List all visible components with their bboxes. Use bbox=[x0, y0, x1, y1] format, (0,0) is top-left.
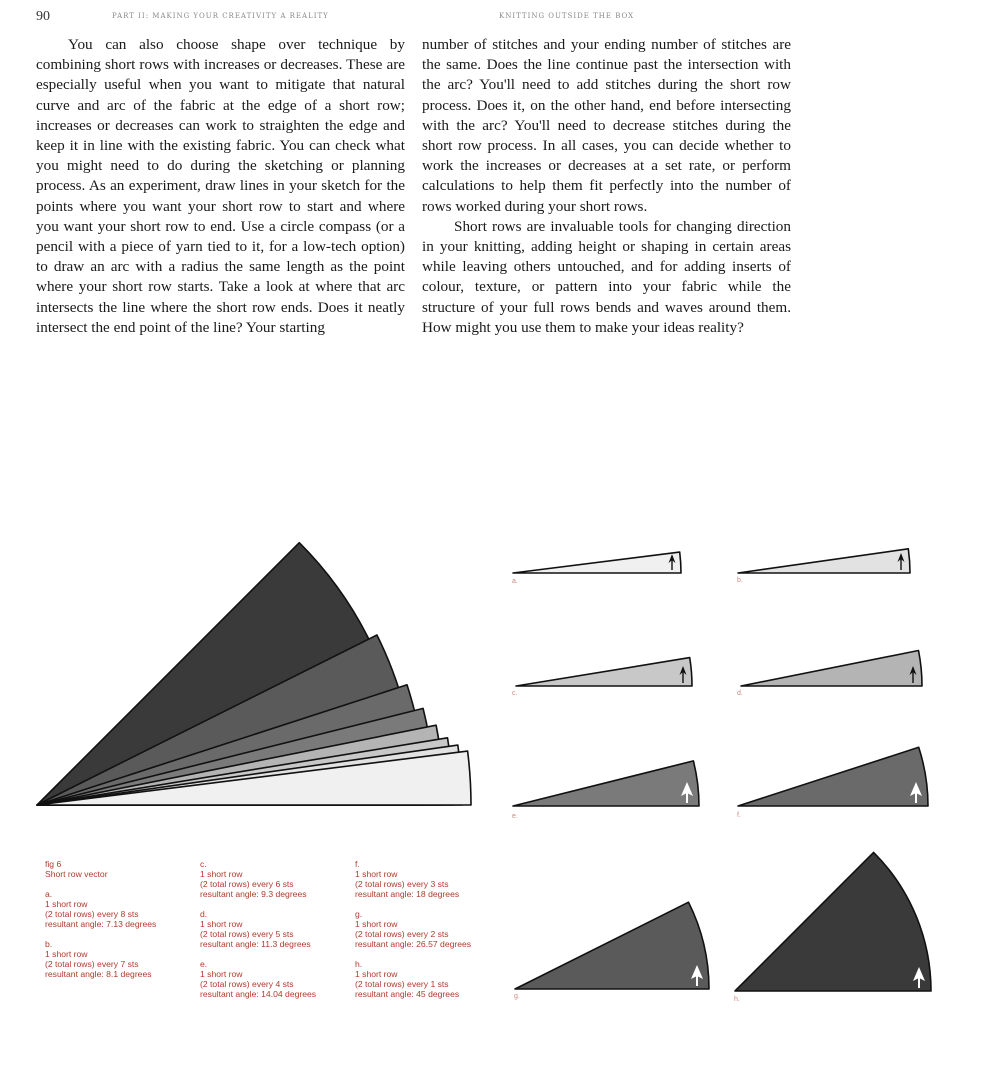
caption-f-letter: f. bbox=[355, 859, 360, 869]
figure-label: fig 6 bbox=[45, 859, 62, 869]
panel-wedge-f bbox=[738, 747, 928, 806]
right-paragraph-2: Short rows are invaluable tools for changing direction in your knitting, adding height or shaping in certain areas while leaving others untouched, and for adding inserts of colour, texture, or pattern into your fabric while the structure of your full rows bends and waves around them. How might you use them to make your ideas reality? bbox=[422, 217, 791, 336]
panel-wedge-d bbox=[741, 651, 922, 687]
caption-g-letter: g. bbox=[355, 909, 363, 919]
caption-a-line1: 1 short row bbox=[45, 899, 88, 909]
caption-h-line2: (2 total rows) every 1 sts bbox=[355, 979, 449, 989]
caption-b-line1: 1 short row bbox=[45, 949, 88, 959]
caption-a-line2: (2 total rows) every 8 sts bbox=[45, 909, 139, 919]
panel-label-f: f. bbox=[737, 812, 741, 819]
caption-b-line3: resultant angle: 8.1 degrees bbox=[45, 969, 152, 979]
caption-f-line1: 1 short row bbox=[355, 869, 398, 879]
right-paragraph-1: number of stitches and your ending number of stitches are the same. Does the line continue past the intersection with the arc? You'll need to add stitches during the short row process. Does it, on the other hand, end before intersecting with the arc? You'll need to decrease stitches during the short row process. In all cases, you can decide whether to work the increases or decreases at a set rate, or perform calculations to help them fit perfectly into the number of rows worked during your short rows. bbox=[422, 36, 791, 215]
caption-d-line1: 1 short row bbox=[200, 919, 243, 929]
panel-label-c: c. bbox=[512, 690, 518, 697]
running-head-left: PART II: MAKING YOUR CREATIVITY A REALITY bbox=[112, 12, 329, 20]
caption-g-line1: 1 short row bbox=[355, 919, 398, 929]
panel-wedge-g bbox=[515, 902, 709, 989]
caption-f-line3: resultant angle: 18 degrees bbox=[355, 889, 460, 899]
panel-label-e: e. bbox=[512, 813, 518, 820]
caption-h-line3: resultant angle: 45 degrees bbox=[355, 989, 460, 999]
caption-e-line1: 1 short row bbox=[200, 969, 243, 979]
caption-c-line2: (2 total rows) every 6 sts bbox=[200, 879, 294, 889]
running-head-right: KNITTING OUTSIDE THE BOX bbox=[499, 12, 635, 20]
figure-caption-col-1 bbox=[45, 859, 156, 979]
panel-wedge-b bbox=[738, 549, 910, 573]
left-paragraph: You can also choose shape over technique by combining short rows with increases or decreases. These are especially useful when you want to mitigate that natural curve and arc of the fabric at the edge of a short row; increases or decreases can work to straighten the edge and keep it in line with the existing fabric. You can check what you might need to do during the sketching or planning process. As an experiment, draw lines in your sketch for the points where you want your short row to start and where you want your short row to end. Use a circle compass (or a pencil with a piece of yarn tied to it, for a low-tech option) to draw an arc with a radius the same length as the point where your short row starts. Take a look at where that arc intersects the line where the short row ends. Does it neatly intersect the end point of the line? Your starting bbox=[36, 36, 405, 336]
panel-wedge-c bbox=[516, 658, 692, 686]
caption-d-line3: resultant angle: 11.3 degrees bbox=[200, 939, 311, 949]
page-number: 90 bbox=[36, 9, 50, 24]
caption-e-line2: (2 total rows) every 4 sts bbox=[200, 979, 294, 989]
caption-b-letter: b. bbox=[45, 939, 53, 949]
panel-wedge-h bbox=[735, 852, 931, 991]
panel-wedge-e bbox=[513, 761, 699, 806]
caption-e-line3: resultant angle: 14.04 degrees bbox=[200, 989, 317, 999]
caption-c-line1: 1 short row bbox=[200, 869, 243, 879]
figure-title: Short row vector bbox=[45, 869, 108, 879]
panel-label-h: h. bbox=[734, 996, 740, 1003]
caption-h-line1: 1 short row bbox=[355, 969, 398, 979]
caption-d-line2: (2 total rows) every 5 sts bbox=[200, 929, 294, 939]
caption-e-letter: e. bbox=[200, 959, 208, 969]
caption-d-letter: d. bbox=[200, 909, 208, 919]
figure-caption-col-2 bbox=[200, 859, 316, 999]
caption-a-line3: resultant angle: 7.13 degrees bbox=[45, 919, 157, 929]
panel-label-a: a. bbox=[512, 578, 518, 585]
caption-c-line3: resultant angle: 9.3 degrees bbox=[200, 889, 307, 899]
panel-wedge-a bbox=[513, 552, 681, 573]
figure-caption-col-3 bbox=[355, 859, 471, 999]
caption-c-letter: c. bbox=[200, 859, 207, 869]
caption-g-line2: (2 total rows) every 2 sts bbox=[355, 929, 449, 939]
panel-label-d: d. bbox=[737, 690, 743, 697]
panel-label-g: g. bbox=[514, 993, 520, 1000]
caption-a-letter: a. bbox=[45, 889, 53, 899]
caption-f-line2: (2 total rows) every 3 sts bbox=[355, 879, 449, 889]
panel-label-b: b. bbox=[737, 577, 743, 584]
caption-h-letter: h. bbox=[355, 959, 363, 969]
caption-b-line2: (2 total rows) every 7 sts bbox=[45, 959, 139, 969]
caption-g-line3: resultant angle: 26.57 degrees bbox=[355, 939, 472, 949]
